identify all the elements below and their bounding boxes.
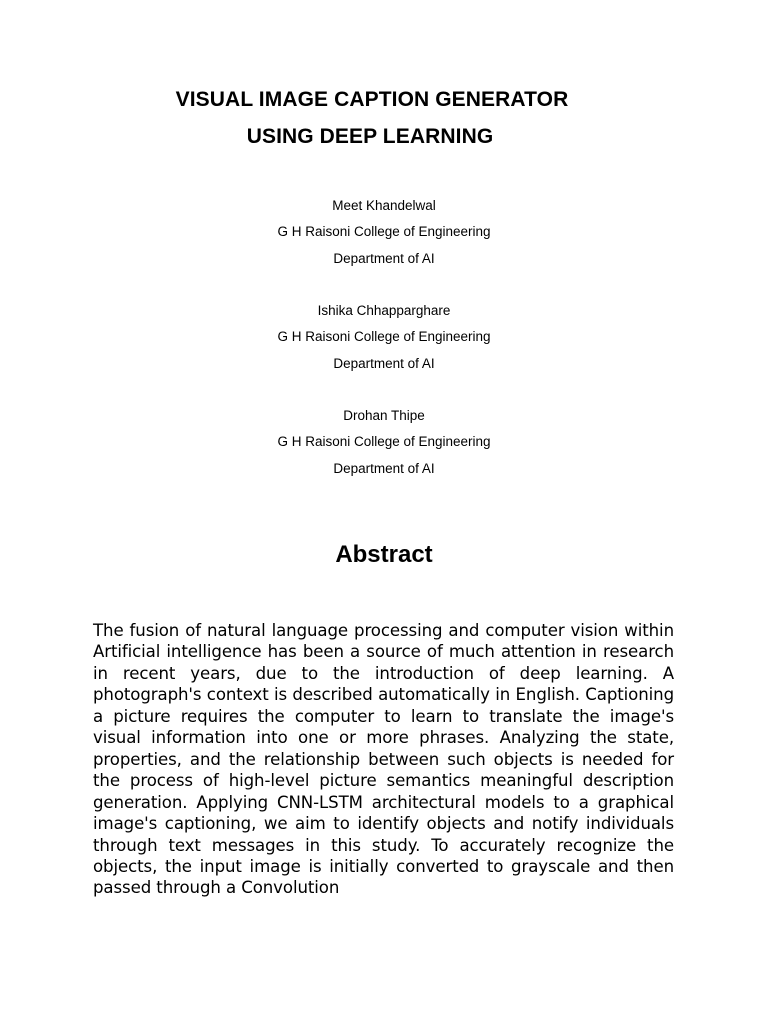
paper-title-line-1: VISUAL IMAGE CAPTION GENERATOR [175,88,569,111]
paper-title-line-2: USING DEEP LEARNING [246,125,494,148]
abstract-heading: Abstract [335,541,433,568]
abstract-body: The fusion of natural language processing and computer vision within Artificial intelligence has been a source of much attention in research in recent years, due to the introduction of deep learning. A photograph's context is described automatically in English. Captioning a picture requires the computer to learn to translate the image's visual information into one or more phrases. Analyzing the state, properties, and the relationship between such objects is needed for the process of high-level picture semantics meaningful description generation. Applying CNN-LSTM architectural models to a graphical image's captioning, we aim to identify objects and notify individuals through text messages in this study. To accurately recognize the objects, the input image is initially converted to grayscale and then passed through a Convolution [93,621,674,898]
author-department: Department of AI [333,250,435,266]
author-block [0,193,768,272]
author-block [0,298,768,377]
author-department: Department of AI [333,355,435,371]
author-block [0,403,768,482]
author-name: Ishika Chhapparghare [317,303,451,318]
author-affiliation: G H Raisoni College of Engineering [277,434,491,450]
author-department: Department of AI [333,460,435,476]
author-name: Meet Khandelwal [332,198,436,213]
author-affiliation: G H Raisoni College of Engineering [277,329,491,345]
author-affiliation: G H Raisoni College of Engineering [277,224,491,240]
author-name: Drohan Thipe [343,408,425,423]
